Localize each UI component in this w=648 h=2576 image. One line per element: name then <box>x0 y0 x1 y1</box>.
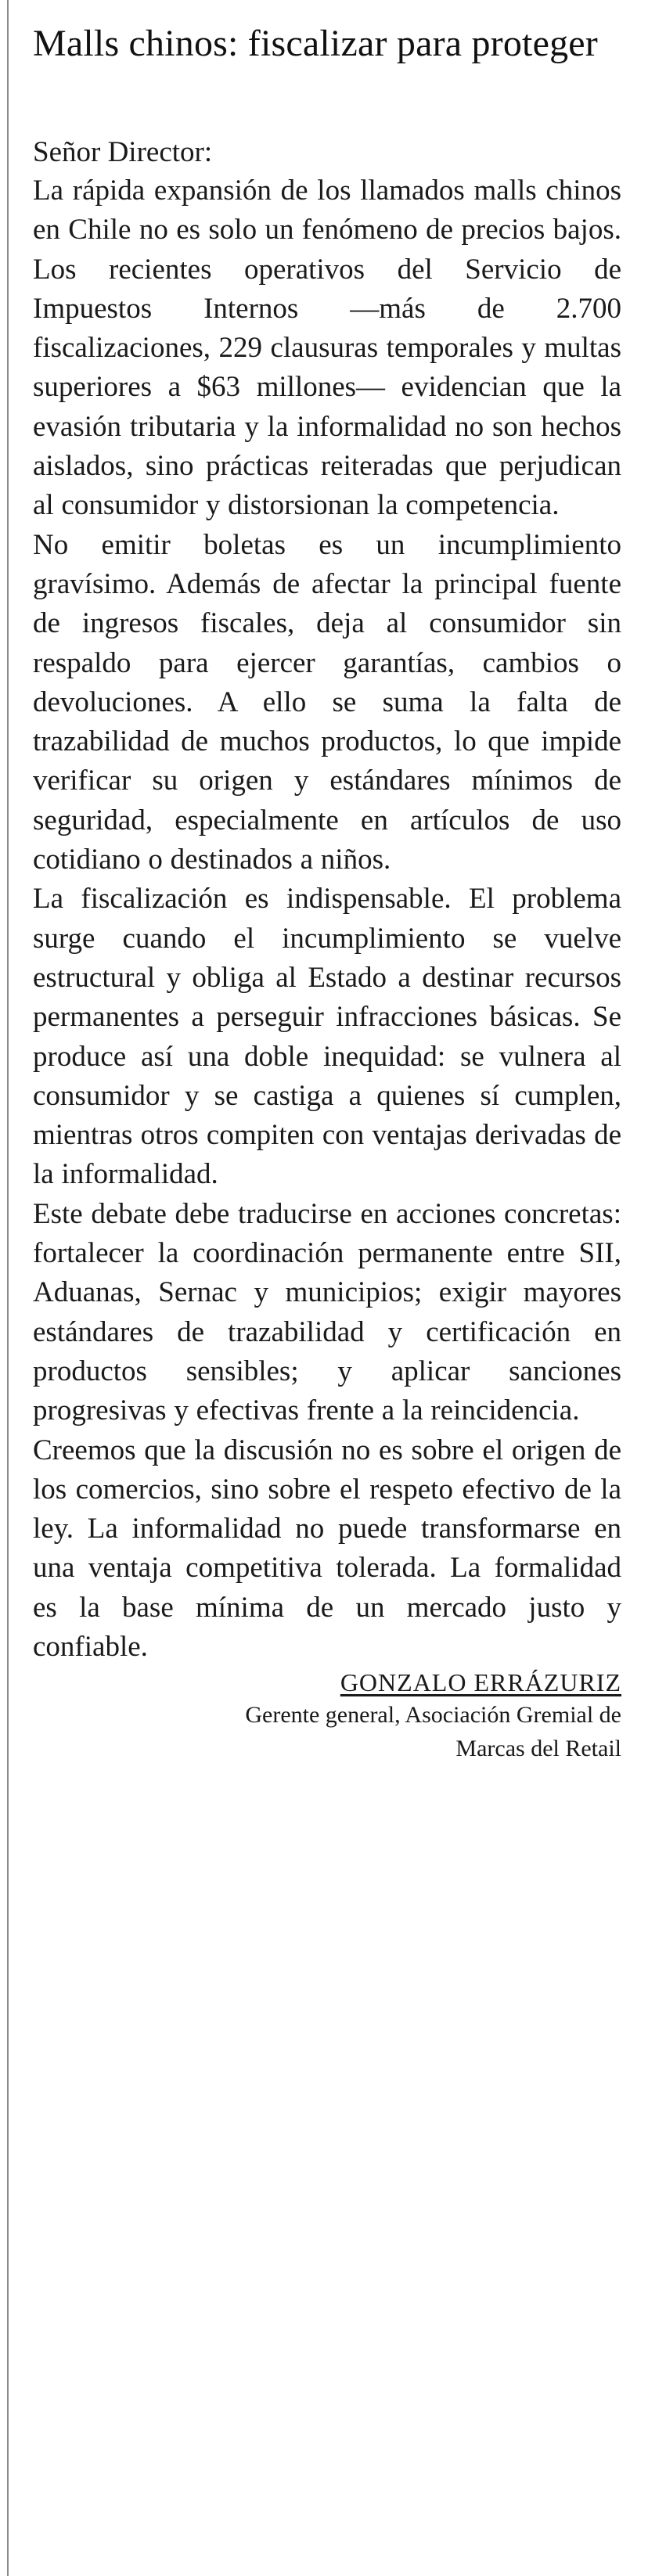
column-divider <box>7 0 9 2576</box>
letter-to-editor <box>33 22 621 1765</box>
signature-role-line: Marcas del Retail <box>455 1736 621 1762</box>
body-paragraph: Creemos que la discusión no es sobre el origen de los comercios, sino sobre el respeto efectivo de la ley. La informalidad no puede transformarse en una ventaja competitiva tolerada. La formalidad es la base mínima de un mercado justo y confiable. <box>33 1434 621 1663</box>
signature-role-line: Gerente general, Asociación Gremial de <box>245 1702 621 1729</box>
body-paragraph: Este debate debe traducirse en acciones concretas: fortalecer la coordinación permanente entre SII, Aduanas, Sernac y municipios; exigir mayores estándares de trazabilidad y certificación en productos sensibles; y aplicar sanciones progresivas y efectivas frente a la reincidencia. <box>33 1197 621 1427</box>
body-paragraph: La fiscalización es indispensable. El problema surge cuando el incumplimiento se vuelve estructural y obliga al Estado a destinar recursos permanentes a perseguir infracciones básicas. Se produce así una doble inequidad: se vulnera al consumidor y se castiga a quienes sí cumplen, mientras otros compiten con ventajas derivadas de la informalidad. <box>33 883 621 1191</box>
headline: Malls chinos: fiscalizar para proteger <box>33 23 598 64</box>
signature-name: GONZALO ERRÁZURIZ <box>340 1668 621 1697</box>
salutation: Señor Director: <box>33 136 213 168</box>
body-paragraph: La rápida expansión de los llamados malls chinos en Chile no es solo un fenómeno de precios bajos. Los recientes operativos del Servicio de Impuestos Internos —más de 2.700 fiscalizaciones, 229 clausuras temporales y multas superiores a $63 millones— evidencian que la evasión tributaria y la informalidad no son hechos aislados, sino prácticas reiteradas que perjudican al consumidor y distorsionan la competencia. <box>33 174 621 522</box>
body-paragraph: No emitir boletas es un incumplimiento gravísimo. Además de afectar la principal fuente de ingresos fiscales, deja al consumidor sin respaldo para ejercer garantías, cambios o devoluciones. A ello se suma la falta de trazabilidad de muchos productos, lo que impide verificar su origen y estándares mínimos de seguridad, especialmente en artículos de uso cotidiano o destinados a niños. <box>33 528 621 876</box>
